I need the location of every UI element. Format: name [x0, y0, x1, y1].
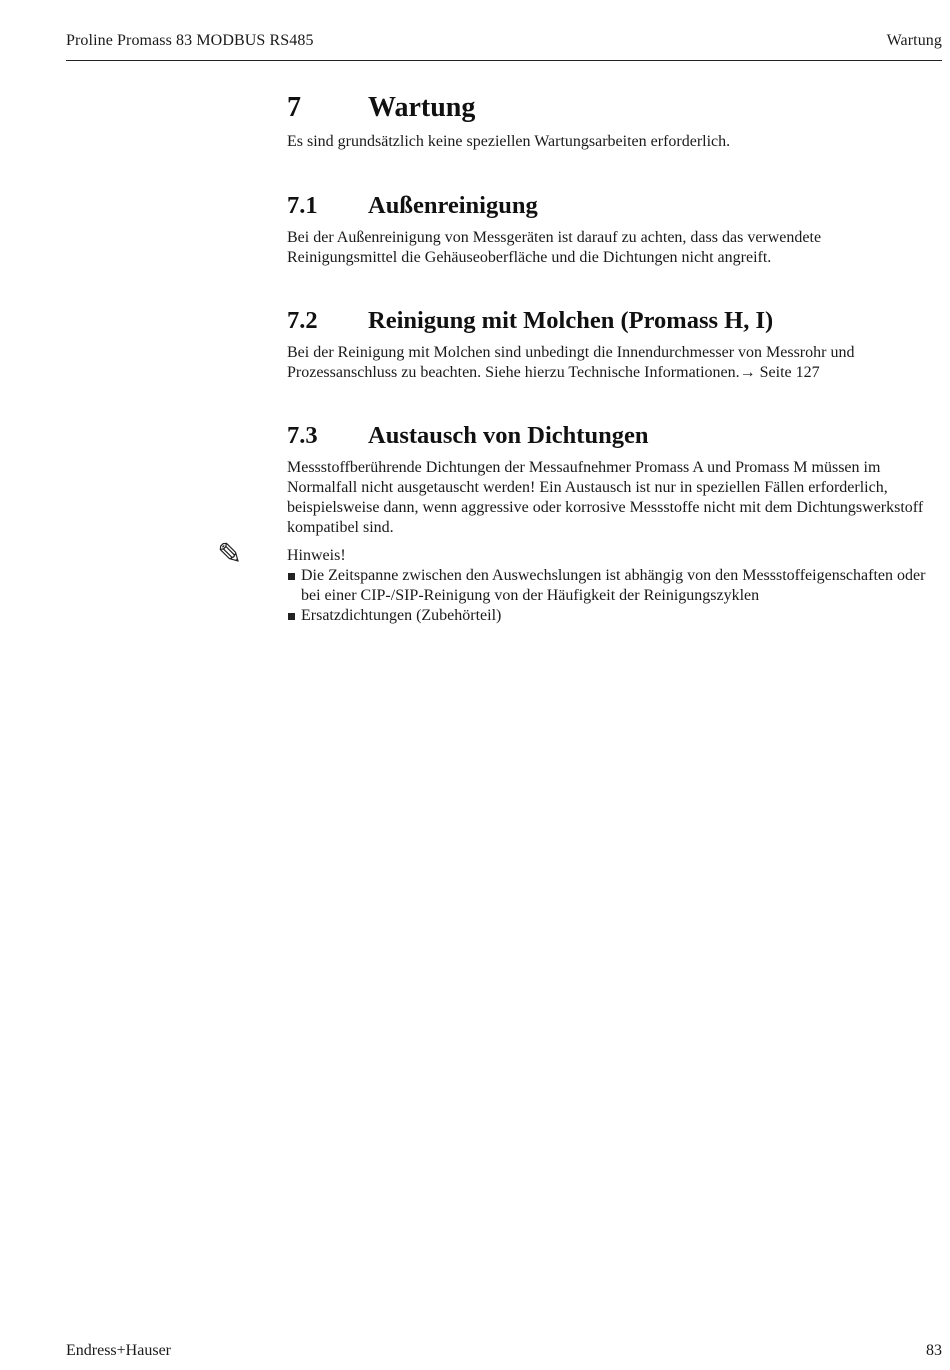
section-heading-7-2 [287, 307, 947, 343]
section-text-7-1: Bei der Außenreinigung von Messgeräten ist darauf zu achten, dass das verwendete Reinigungsmittel die Gehäuseoberfläche und die Dichtungen nicht angreift. [287, 229, 822, 266]
bullet-square-icon [288, 613, 295, 620]
chapter-number: 7 [287, 92, 301, 123]
section-number: 7.1 [287, 192, 318, 219]
list-item: Ersatzdichtungen (Zubehörteil) [287, 606, 947, 626]
section-number: 7.2 [287, 307, 318, 334]
note-box [217, 537, 947, 626]
main-content [217, 92, 947, 626]
chapter-heading [287, 92, 947, 132]
section-title: Austausch von Dichtungen [368, 422, 649, 449]
pencil-icon: ✎ [217, 537, 243, 572]
note-bullet-list [287, 566, 947, 626]
section-heading-7-1 [287, 192, 947, 228]
document-title: Proline Promass 83 MODBUS RS485 [66, 32, 314, 49]
page-header [66, 30, 942, 61]
section-heading-7-3 [287, 422, 947, 458]
company-name: Endress+Hauser [66, 1342, 171, 1359]
chapter-title: Wartung [368, 92, 476, 123]
bullet-square-icon [288, 573, 295, 580]
section-title: Reinigung mit Molchen (Promass H, I) [368, 307, 774, 334]
chapter-name: Wartung [886, 32, 942, 49]
section-text-7-2: Bei der Reinigung mit Molchen sind unbedingt die Innendurchmesser von Messrohr und Prozessanschluss zu beachten. Siehe hierzu Technische Informationen.→ Seite 127 [287, 344, 855, 381]
section-number: 7.3 [287, 422, 318, 449]
list-item: Die Zeitspanne zwischen den Auswechslungen ist abhängig von den Messstoffeigenschaften oder bei einer CIP-/SIP-Reinigung von der Häufigkeit der Reinigungszyklen [287, 566, 947, 606]
page-number: 83 [926, 1342, 942, 1359]
section-text-7-3: Messstoffberührende Dichtungen der Messaufnehmer Promass A und Promass M müssen im Normalfall nicht ausgetauscht werden! Ein Austausch ist nur in speziellen Fällen erforderlich, beispielsweise dann, wenn aggressive oder korrosive Messstoffe nicht mit dem Dichtungswerkstoff kompatibel sind. [287, 459, 924, 536]
chapter-intro: Es sind grundsätzlich keine speziellen Wartungsarbeiten erforderlich. [287, 133, 731, 150]
note-title: Hinweis! [287, 547, 346, 564]
section-title: Außenreinigung [368, 192, 538, 219]
